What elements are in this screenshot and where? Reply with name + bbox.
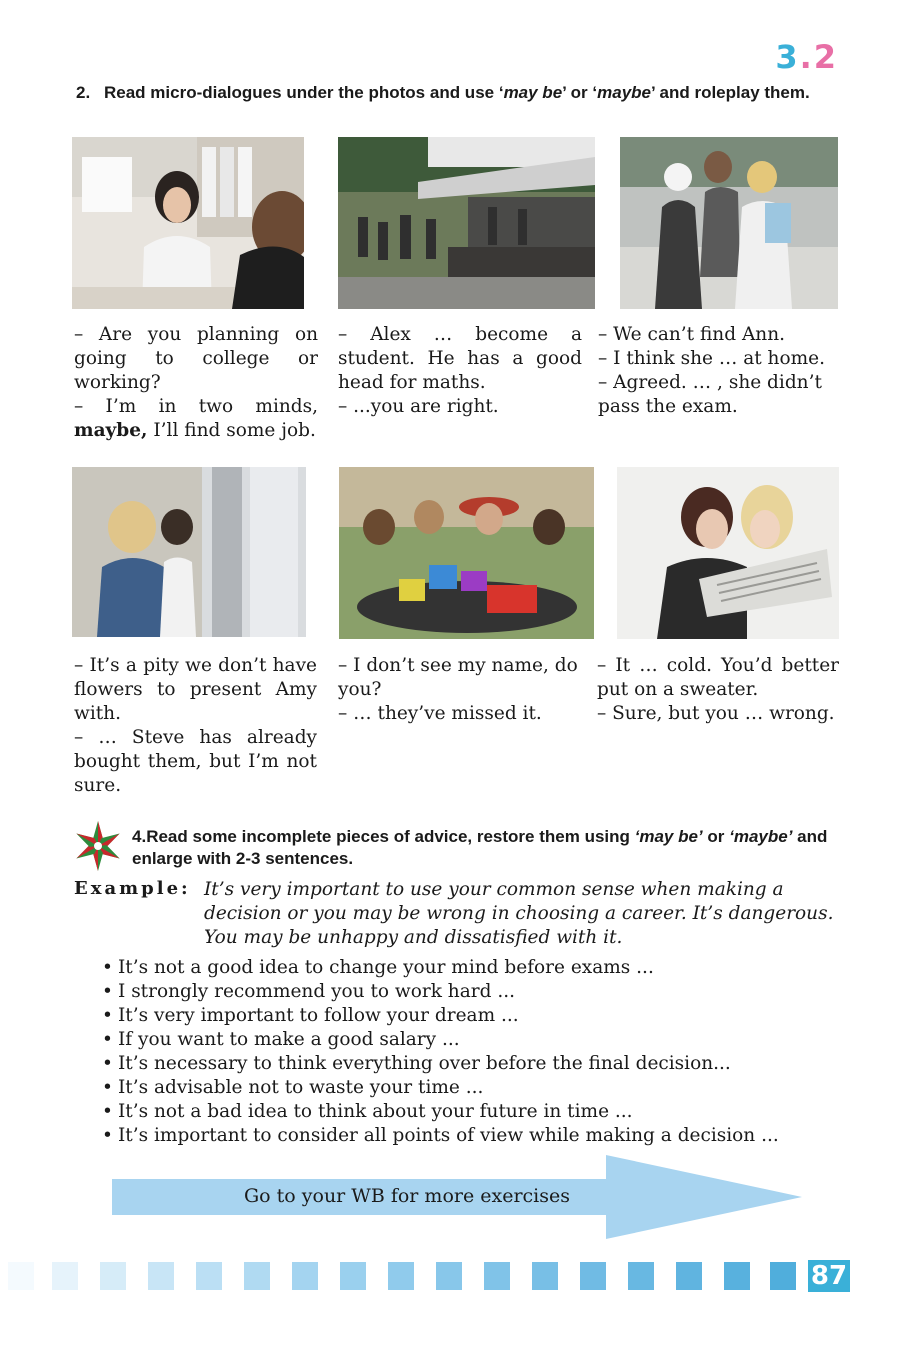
footer-square <box>52 1262 78 1290</box>
list-item: • It’s necessary to think everything over before the final decision... <box>102 1053 731 1074</box>
example-text: It’s very important to use your common sense when making a decision or you may be wrong in choosing a career. It’s dangerous. You may be unhappy and dissatisfied with it. <box>204 879 834 948</box>
footer-square <box>580 1262 606 1290</box>
list-item: • If you want to make a good salary ... <box>102 1029 460 1050</box>
caption-5: – I don’t see my name, do you? – … they’ve missed it. <box>338 655 578 724</box>
footer-square <box>244 1262 270 1290</box>
task-number: 2. <box>76 83 91 102</box>
advice-list <box>102 956 779 1148</box>
footer-square <box>724 1262 750 1290</box>
caption-1: – Are you planning on going to college or working? – I’m in two minds, maybe, I’ll find some job. <box>74 324 318 441</box>
list-item: • It’s important to consider all points of view while making a decision ... <box>102 1125 779 1146</box>
footer-square <box>388 1262 414 1290</box>
star-icon <box>72 820 124 872</box>
caption-2: – Alex … become a student. He has a good head for maths. – ...you are right. <box>338 324 582 417</box>
photo-university-steps <box>338 137 595 309</box>
footer-square <box>676 1262 702 1290</box>
footer-square <box>628 1262 654 1290</box>
footer-square <box>770 1262 796 1290</box>
photo-interview <box>72 137 304 309</box>
caption-3: – We can’t find Ann. – I think she … at home. – Agreed. … , she didn’t pass the exam. <box>598 324 825 417</box>
list-item: • It’s not a good idea to change your mind before exams ... <box>102 957 654 978</box>
list-item: • It’s very important to follow your dream ... <box>102 1005 519 1026</box>
task-text: Read micro-dialogues under the photos and use ‘may be’ or ‘maybe’ and roleplay them. <box>104 83 810 102</box>
list-item: • It’s advisable not to waste your time ... <box>102 1077 484 1098</box>
list-item: • I strongly recommend you to work hard ... <box>102 981 515 1002</box>
footer-square <box>484 1262 510 1290</box>
task-2-instruction <box>76 82 846 104</box>
footer-square <box>340 1262 366 1290</box>
footer-square <box>8 1262 34 1290</box>
footer-square <box>532 1262 558 1290</box>
photo-party <box>339 467 594 639</box>
footer-square <box>436 1262 462 1290</box>
list-item: • It’s not a bad idea to think about your future in time ... <box>102 1101 633 1122</box>
photo-notice-board <box>72 467 306 637</box>
example-label: Example: <box>74 878 191 899</box>
footer-square <box>148 1262 174 1290</box>
footer-square <box>100 1262 126 1290</box>
caption-4: – It’s a pity we don’t have flowers to present Amy with. – … Steve has already bought them, but I’m not sure. <box>74 655 317 796</box>
caption-6: – It … cold. You’d better put on a sweater. – Sure, but you … wrong. <box>597 655 839 724</box>
footer-square <box>196 1262 222 1290</box>
footer-square <box>292 1262 318 1290</box>
photo-newspaper <box>617 467 839 639</box>
photo-students-outdoors <box>620 137 838 309</box>
task-4-instruction: 4.Read some incomplete pieces of advice, restore them using ‘may be’ or ‘maybe’ and enlarge with 2-3 sentences. <box>132 827 828 868</box>
page-number: 87 <box>808 1260 850 1292</box>
section-number: 3.2 <box>775 38 838 76</box>
workbook-arrow-text: Go to your WB for more exercises <box>244 1185 570 1207</box>
